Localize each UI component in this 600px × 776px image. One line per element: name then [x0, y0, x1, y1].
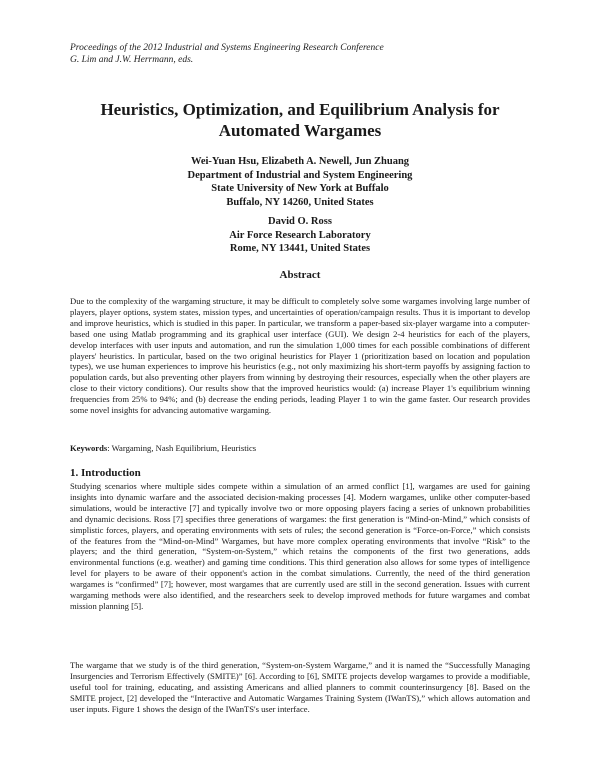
proceedings-line: Proceedings of the 2012 Industrial and Systems Engineering Research Conference — [70, 43, 384, 53]
editors-line: G. Lim and J.W. Herrmann, eds. — [70, 55, 194, 65]
author2-org: Air Force Research Laboratory — [229, 229, 371, 241]
author-names: Wei-Yuan Hsu, Elizabeth A. Newell, Jun Zhuang — [190, 156, 410, 167]
keywords-label: Keywords — [70, 443, 108, 453]
author-block-2 — [70, 215, 530, 256]
abstract-text: Due to the complexity of the wargaming structure, it may be difficult to completely solve some wargames involving large number of players, player options, system states, mission types, and uncertainties of operation/campaign results. Thus it is important to develop and improve heuristics, which is studied in this paper. In particular, we transform a paper-based six-player wargame into a computer-based one using Matlab programming and its graphical user interface (GUI). We design 2-4 heuristics for each of the players, develop interfaces with user inputs and automation, and run the simulation 1,000 times for each possible combinations of different players' heuristics. In particular, based on the two original heuristics for Player 1 (prioritization based on location and population types), we use human experiences to improve his heuristics (e.g., not only maximizing his short-term payoffs by assigning faction to population cards, but also preventing other players from winning by destroying their resources, especially when the other players are close to their victory conditions). Our results show that the improved heuristics would: (a) increase Player 1's equilibrium winning frequencies from 25% to 94%; and (b) decrease the ending periods, leading Player 1 to win the game faster. Our research provides some novel insights for advancing automative wargaming. — [70, 296, 530, 416]
author2-city: Rome, NY 13441, United States — [229, 243, 371, 254]
paper-title — [70, 99, 530, 141]
author-block-1 — [70, 155, 530, 209]
keywords-line — [70, 443, 530, 454]
proceedings-header — [70, 42, 384, 66]
author-city: Buffalo, NY 14260, United States — [226, 196, 374, 208]
title-line-1: Heuristics, Optimization, and Equilibrium Analysis for — [100, 100, 500, 119]
intro-paragraph-1: Studying scenarios where multiple sides compete within a simulation of an armed conflict [1], wargames are used for gaining insights into dynamic warfare and the associated decision-making processes [4]. Modern wargames, unlike other computer-based simulations, would be interactive [7] and typically involve two or more opposing players facing a series of unknown probabilities and dynamic decisions. Ross [7] specifies three generations of wargames: the first generation is “Mind-on-Mind,” which consists of simplistic forces, players, and operating environments with sets of rules; the second generation is “Force-on-Force,” which consists of the features from the “Mind-on-Mind” Wargames, but have more complex operating environments that involve “Risk” to the players; and the third generation, “System-on-System,” which retains the components of the first two generations, adds environmental functions (e.g. weather) and gaming time conditions. This third generation also allows for some types of intelligence level for players to be aware of their opponent's action in the combat simulations. Currently, the need of the third generation wargames is “confirmed” [7]; however, most wargames that are currently used are still in the second generation. Issues with current wargaming methods were also identified, and the researchers seek to develop improved methods for future wargames and combat mission planning [5]. — [70, 481, 530, 611]
abstract-heading: Abstract — [279, 269, 321, 281]
author-department: Department of Industrial and System Engineering — [187, 169, 413, 181]
author2-name: David O. Ross — [268, 216, 332, 227]
title-line-2: Automated Wargames — [218, 121, 382, 140]
author-university: State University of New York at Buffalo — [211, 183, 389, 194]
intro-paragraph-2: The wargame that we study is of the third generation, “System-on-System Wargame,” and it is named the “Successfully Managing Insurgencies and Terrorism Effectively (SMITE)” [6]. According to [6], SMITE projects develop wargames to provide a modifiable, useful tool for training, educating, and assisting Americans and allied planners to commit counterinsurgency [8]. Based on the SMITE project, [2] developed the “Interactive and Automatic Wargames Training System (IWanTS),” which allows automation and user inputs. Figure 1 shows the design of the IWanTS's user interface. — [70, 660, 530, 714]
intro-heading: 1. Introduction — [70, 467, 141, 479]
keywords-text: : Wargaming, Nash Equilibrium, Heuristics — [107, 443, 257, 453]
